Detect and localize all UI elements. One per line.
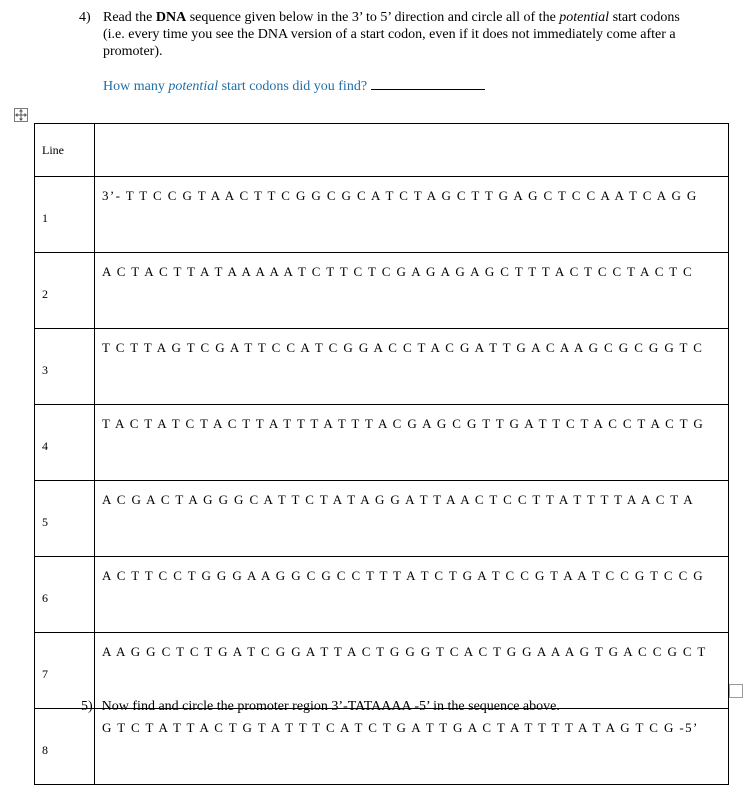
question-4-text: Read the DNA sequence given below in the 3’ to 5’ direction and circle all of the potential start codons (i.e. every time you see the DNA version of a start codon, even if it does not immediately come after a promoter). xyxy=(103,10,680,59)
dna-sequence: G T C T A T T A C T G T A T T T C A T C T G A T T G A C T A T T T T A T A G T C G -5’ xyxy=(95,709,729,785)
line-number: 1 xyxy=(35,177,95,253)
dna-sequence: 3’- T T C C G T A A C T T C G G C G C A T C T A G C T T G A G C T C C A A T C A G G xyxy=(95,177,729,253)
line-number: 7 xyxy=(35,633,95,709)
line-number: 4 xyxy=(35,405,95,481)
question-5 xyxy=(81,698,560,715)
question-5-text: Now find and circle the promoter region 3’-TATAAAA -5’ in the sequence above. xyxy=(101,699,560,714)
dna-sequence: A C T T C C T G G G A A G G C G C C T T T A T C T G A T C C G T A A T C C G T C C G xyxy=(95,557,729,633)
table-row xyxy=(35,557,729,633)
question-5-number: 5) xyxy=(81,699,93,714)
dna-sequence: T C T T A G T C G A T T C C A T C G G A C C T A C G A T T G A C A A G C G C G G T C xyxy=(95,329,729,405)
table-row xyxy=(35,405,729,481)
dna-sequence: A C T A C T T A T A A A A A T C T T C T C G A G A G A G C T T T A C T C C T A C T C xyxy=(95,253,729,329)
table-row xyxy=(35,329,729,405)
question-4-number: 4) xyxy=(79,10,91,25)
line-number: 6 xyxy=(35,557,95,633)
sequence-table xyxy=(34,123,729,785)
line-number: 2 xyxy=(35,253,95,329)
answer-blank[interactable] xyxy=(371,76,485,90)
line-number: 8 xyxy=(35,709,95,785)
header-sequence xyxy=(95,124,729,177)
dna-sequence: A A G G C T C T G A T C G G A T T A C T G G G T C A C T G G A A A G T G A C C G C T xyxy=(95,633,729,709)
header-line: Line xyxy=(35,124,95,177)
table-row xyxy=(35,709,729,785)
table-header-row xyxy=(35,124,729,177)
table-row xyxy=(35,481,729,557)
line-number: 3 xyxy=(35,329,95,405)
table-row xyxy=(35,253,729,329)
question-4-ask xyxy=(103,76,485,95)
line-number: 5 xyxy=(35,481,95,557)
table-row xyxy=(35,177,729,253)
dna-sequence: A C G A C T A G G G C A T T C T A T A G G A T T A A C T C C T T A T T T T A A C T A xyxy=(95,481,729,557)
move-arrows-icon[interactable] xyxy=(14,108,28,122)
question-4-ask-text: How many potential start codons did you find? xyxy=(103,79,368,94)
dna-sequence: T A C T A T C T A C T T A T T T A T T T A C G A G C G T T G A T T C T A C C T A C T G xyxy=(95,405,729,481)
resize-square-icon[interactable] xyxy=(729,684,743,698)
